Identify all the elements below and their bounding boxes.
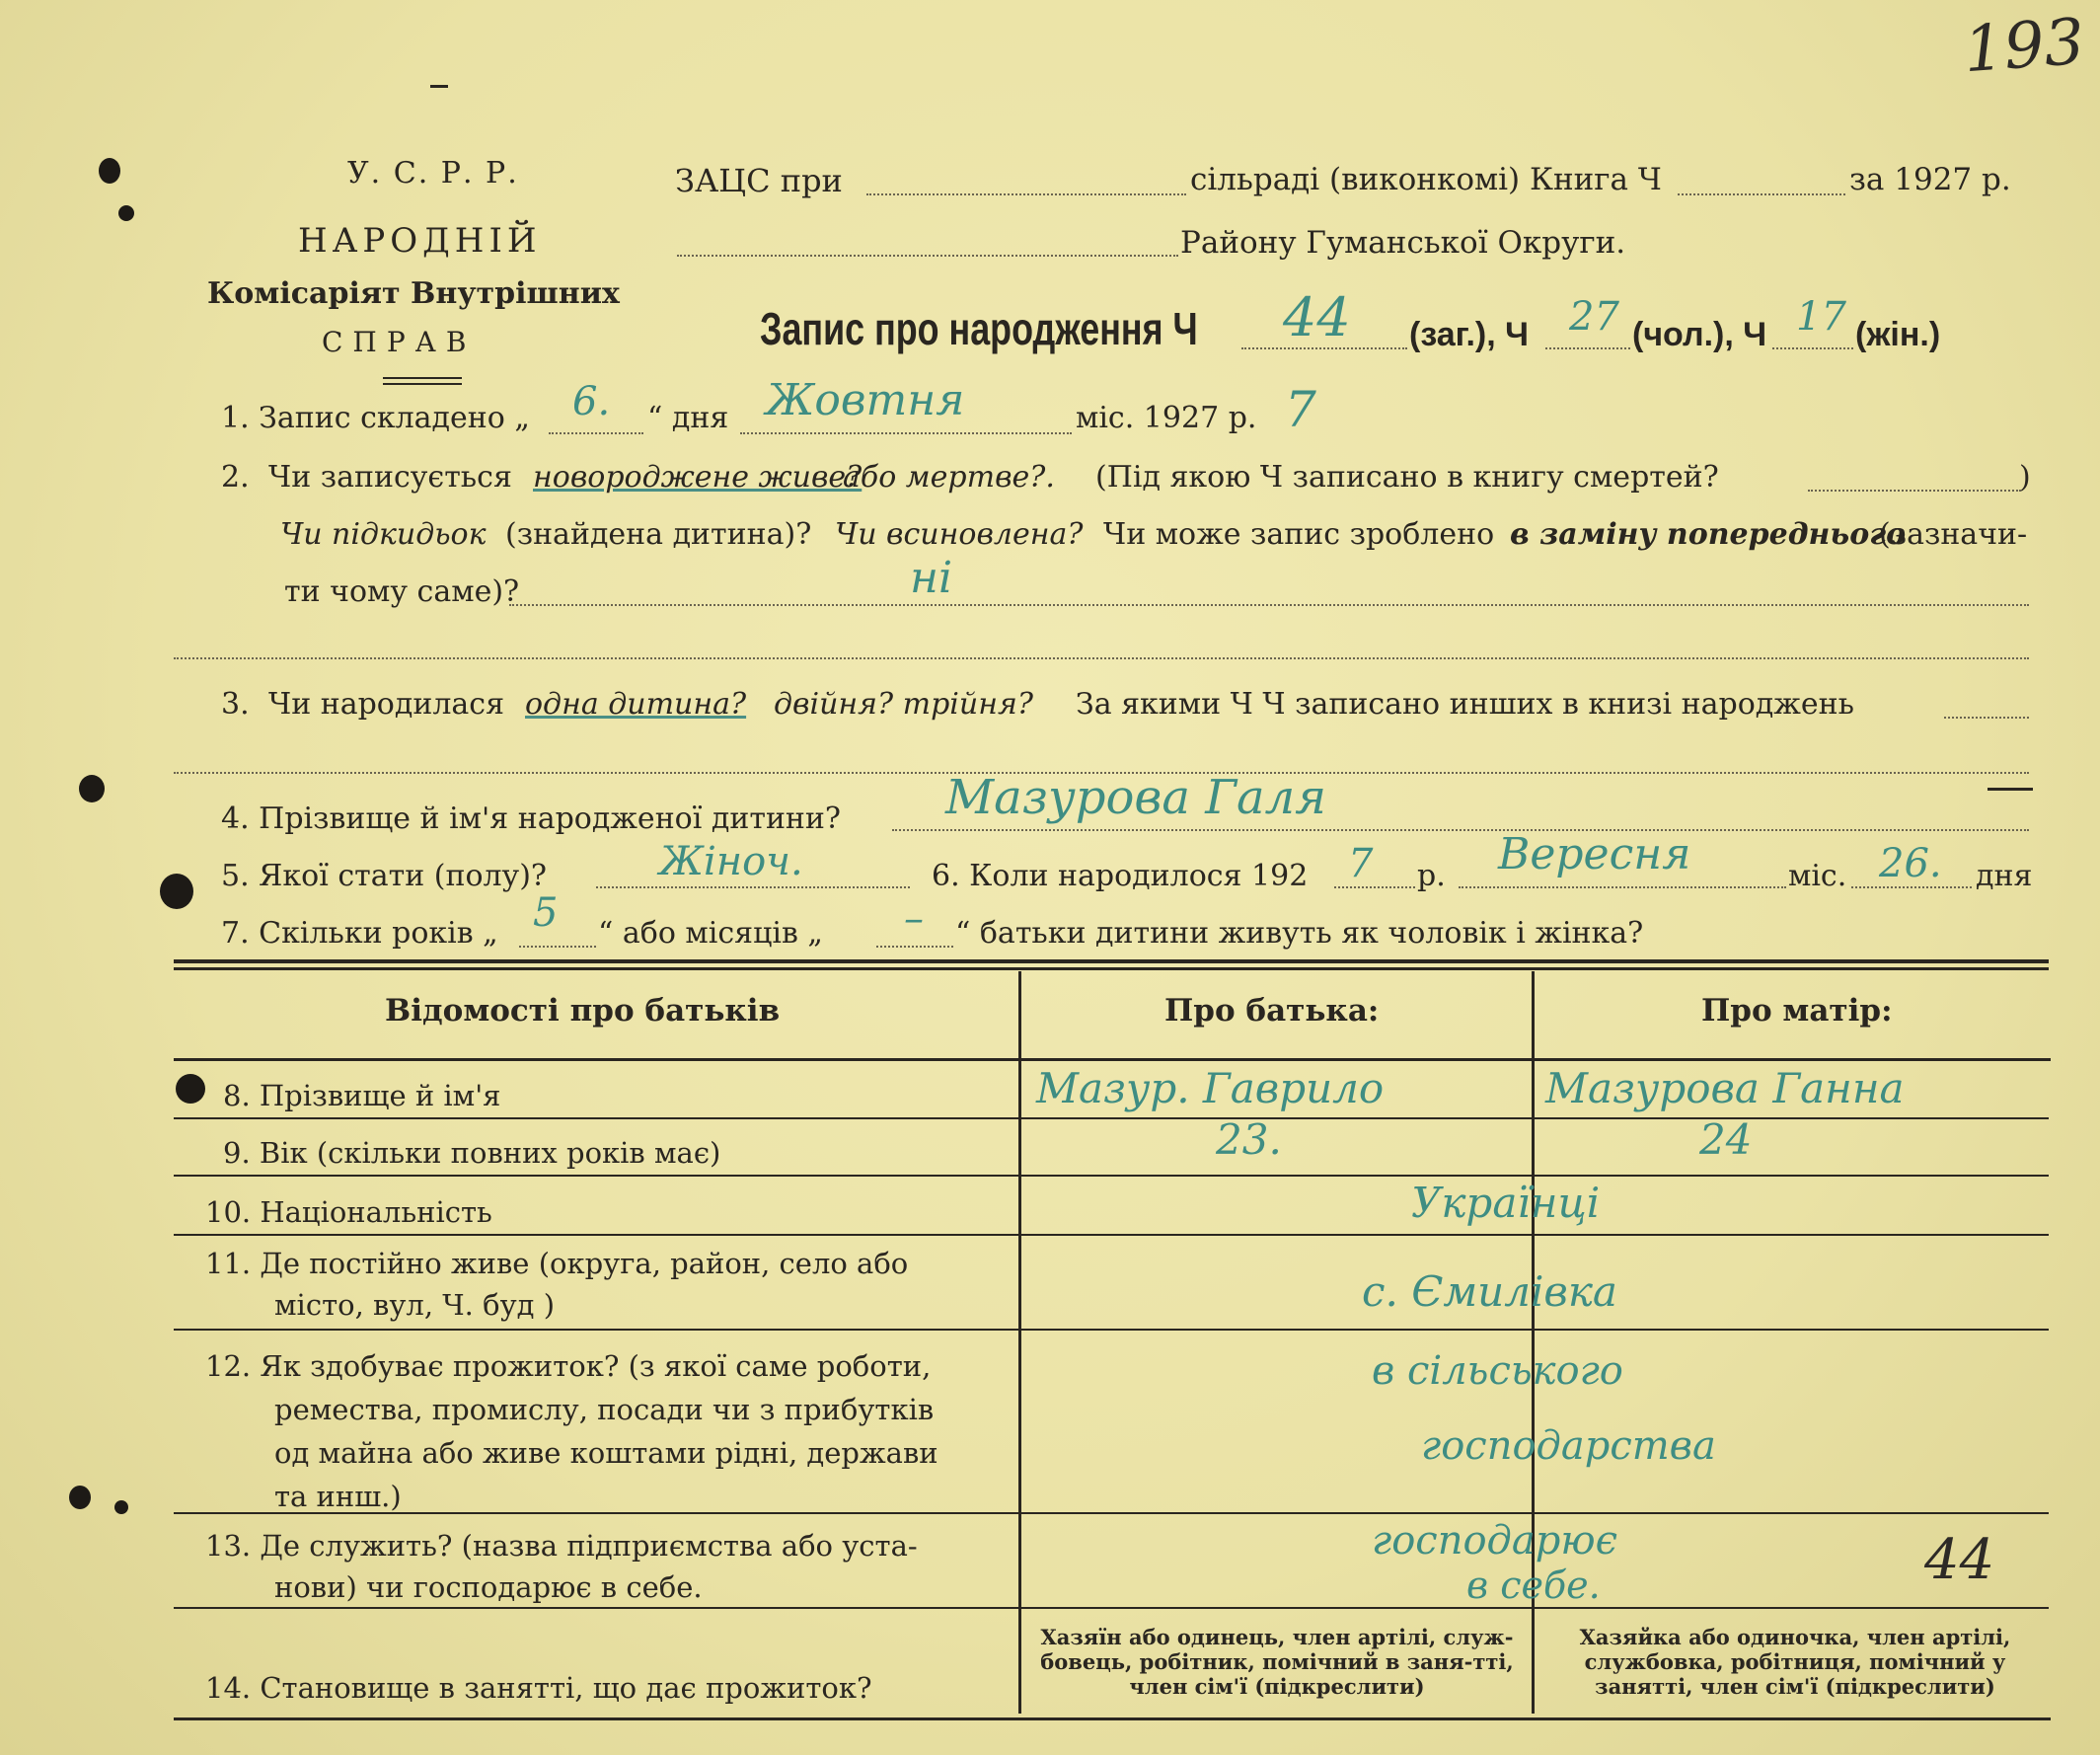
table-row-rule (174, 1058, 2051, 1061)
father-name: Мазур. Гаврило (1036, 1064, 1385, 1112)
total-number: 44 (1283, 286, 1351, 348)
district-label: Району Гуманської Округи. (1180, 225, 1626, 261)
q2-p4: (Під якою Ч записано в книгу смертей? (1095, 460, 1719, 495)
q1-day-label: “ дня (647, 401, 729, 435)
q4-label: 4. Прізвище й ім'я народженої дитини? (221, 801, 842, 836)
q7-a: 7. Скільки років „ (221, 916, 498, 951)
q1-note: 7 (1285, 381, 1316, 438)
living-1: в сільського (1372, 1348, 1623, 1394)
mother-age: 24 (1699, 1115, 1753, 1164)
q2-p5: ) (2019, 460, 2031, 495)
total-label: (заг.), Ч (1409, 316, 1529, 353)
q4-field[interactable] (892, 829, 2029, 831)
q3-p2: одна дитина? (525, 687, 747, 722)
punch-hole (79, 775, 105, 802)
father-age: 23. (1216, 1115, 1282, 1164)
q2-l2c: Чи всиновлена? (835, 517, 1084, 552)
q6-month: Вересня (1498, 829, 1691, 879)
punch-hole (118, 205, 134, 221)
serves-2: в себе. (1466, 1564, 1601, 1607)
q2-l2f: (зазначи- (1879, 517, 2028, 552)
table-row-rule (174, 1234, 2049, 1236)
q2-extra-line[interactable] (174, 657, 2029, 659)
row12-label-a: 12. Як здобуває прожиток? (з якої саме роботи, (205, 1349, 932, 1383)
q6-day-field[interactable] (1851, 886, 1972, 888)
row8-label: 8. Прізвище й ім'я (223, 1079, 501, 1112)
q2-answer: ні (910, 553, 953, 603)
q2-l2a: Чи підкидьок (280, 517, 487, 552)
q3-number: 3. (221, 687, 250, 722)
dept-line2: Комісаріят Внутрішних (207, 276, 620, 311)
record-title: Запис про народження Ч (760, 303, 1198, 354)
table-top-rule (174, 967, 2049, 970)
q3-p3: двійня? трійня? (774, 687, 1033, 722)
row14-father-options: Хазяїн або одинець, член артілі, служ-бовець, робітник, помічний в заня-тті, член сім'ї (підкреслити) (1040, 1625, 1514, 1699)
archive-number: 193 (1961, 5, 2087, 88)
q4-dash (1988, 788, 2033, 791)
table-bottom-rule (174, 1717, 2051, 1720)
q2-number: 2. (221, 460, 250, 495)
divider (383, 377, 462, 379)
q2-p3: або мертве?. (843, 460, 1055, 495)
dept-line1: НАРОДНІЙ (298, 221, 542, 261)
q6-year-digit: 7 (1348, 841, 1374, 886)
residence: с. Ємилівка (1362, 1267, 1617, 1316)
mother-name: Мазурова Ганна (1545, 1064, 1905, 1112)
zags-mid: сільраді (виконкомі) Книга Ч (1190, 162, 1662, 197)
q7-c: “ батьки дитини живуть як чоловік і жінка? (955, 916, 1644, 951)
row12-label-b: ремества, промислу, посади чи з прибутків (274, 1393, 935, 1426)
q7-months-field[interactable] (876, 946, 953, 948)
q3-field[interactable] (1944, 717, 2029, 719)
row10-label: 10. Національність (205, 1195, 492, 1229)
q5-field[interactable] (596, 886, 910, 888)
female-number: 17 (1796, 294, 1846, 340)
female-number-field[interactable] (1772, 347, 1853, 349)
q3-p1: Чи народилася (268, 687, 505, 722)
q1-month-label: міс. 1927 р. (1076, 401, 1257, 435)
ink-mark (430, 85, 448, 88)
punch-hole (176, 1074, 205, 1104)
q2-p2: новороджене живе? (533, 460, 862, 495)
q7-years: 5 (533, 890, 559, 936)
female-label: (жін.) (1855, 316, 1941, 353)
dept-line3: СПРАВ (322, 326, 477, 358)
row12-label-c: од майна або живе коштами рідні, держави (274, 1436, 938, 1470)
col-header-father: Про батька: (1164, 993, 1380, 1029)
q6-year-field[interactable] (1334, 886, 1415, 888)
q2-p1: Чи записується (268, 460, 512, 495)
male-label: (чол.), Ч (1632, 316, 1767, 353)
q7-years-field[interactable] (519, 946, 596, 948)
divider (383, 383, 462, 385)
row11-label-b: місто, вул, Ч. буд ) (274, 1288, 556, 1322)
living-2: господарства (1421, 1423, 1716, 1469)
book-number-field[interactable] (1678, 193, 1845, 195)
table-row-rule (174, 1175, 2049, 1177)
male-number-field[interactable] (1545, 347, 1630, 349)
q2-l2d: Чи може запис зроблено (1103, 517, 1495, 552)
zags-year: за 1927 р. (1849, 162, 2011, 197)
q6-label: 6. Коли народилося 192 (932, 859, 1309, 893)
q1-day-value: 6. (572, 379, 611, 424)
q6-r: р. (1417, 859, 1446, 893)
punch-hole (99, 158, 120, 184)
serves-1: господарює (1372, 1518, 1617, 1564)
q6-mis: міс. (1788, 859, 1847, 893)
nationality: Українці (1411, 1179, 1601, 1227)
punch-hole (160, 874, 193, 909)
q1-month-value: Жовтня (766, 375, 965, 425)
q6-month-field[interactable] (1459, 886, 1786, 888)
q1-prefix: 1. Запис складено „ (221, 401, 530, 435)
col-header-mother: Про матір: (1701, 993, 1893, 1029)
zags-prefix: ЗАЦС при (675, 162, 843, 199)
table-col-divider (1018, 971, 1021, 1714)
table-row-rule (174, 1512, 2049, 1514)
q6-day: 26. (1879, 841, 1942, 886)
row13-label-b: нови) чи господарює в себе. (274, 1570, 703, 1604)
table-row-rule (174, 1329, 2049, 1331)
q4-value: Мазурова Галя (945, 770, 1326, 825)
q1-month-field[interactable] (740, 432, 1072, 434)
q5-value: Жіноч. (659, 839, 803, 884)
q2-l2e: в заміну попереднього (1510, 517, 1907, 552)
punch-hole (114, 1500, 128, 1514)
table-row-rule (174, 1117, 2049, 1119)
q7-months: – (904, 896, 924, 942)
row11-label-a: 11. Де постійно живе (округа, район, село або (205, 1247, 909, 1280)
q1-day-field[interactable] (549, 432, 643, 434)
row14-mother-options: Хазяйка або одиночка, член артілі, службовка, робітниця, помічний у занятті, член сім'ї (підкреслити) (1579, 1625, 2011, 1699)
council-field[interactable] (866, 193, 1186, 195)
q2-l3: ти чому саме)? (284, 574, 520, 609)
punch-hole (69, 1486, 91, 1509)
q7-b: “ або місяців „ (598, 916, 823, 951)
row12-label-d: та инш.) (274, 1480, 402, 1513)
state-abbrev: У. С. Р. Р. (347, 156, 519, 191)
q2-death-field[interactable] (1808, 490, 2021, 492)
corner-number: 44 (1924, 1528, 1995, 1592)
q5-label: 5. Якої стати (полу)? (221, 859, 547, 893)
male-number: 27 (1569, 294, 1619, 340)
row13-label-a: 13. Де служить? (назва підприємства або уста- (205, 1529, 918, 1563)
col-header-info: Відомості про батьків (385, 993, 781, 1029)
q6-dnia: дня (1976, 859, 2033, 893)
q2-reason-field[interactable] (509, 604, 2029, 606)
q2-l2b: (знайдена дитина)? (505, 517, 812, 552)
district-field[interactable] (677, 255, 1178, 257)
row9-label: 9. Вік (скільки повних років має) (223, 1136, 721, 1170)
q3-p4: За якими Ч Ч записано инших в книзі народжень (1076, 687, 1854, 722)
row14-label: 14. Становище в занятті, що дає прожиток? (205, 1671, 872, 1705)
table-top-rule (174, 959, 2049, 963)
